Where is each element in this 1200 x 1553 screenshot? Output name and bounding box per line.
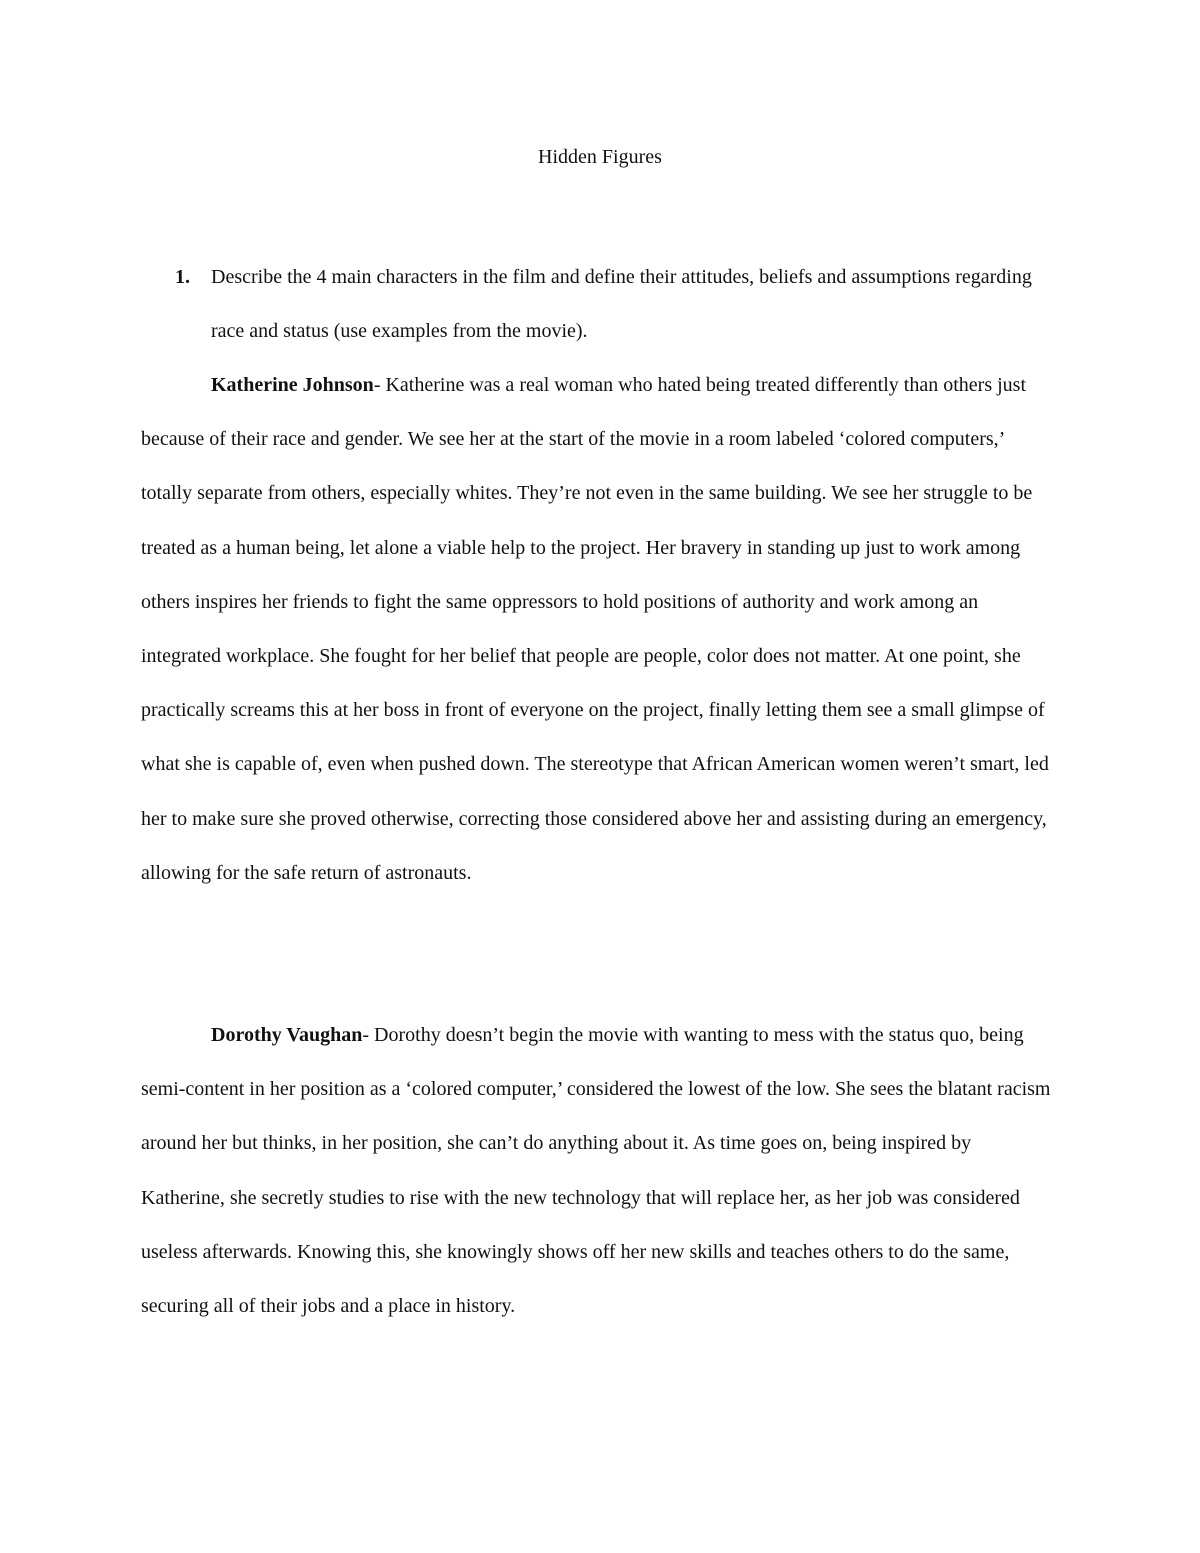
- paragraph: [141, 1008, 1053, 1333]
- question-text: Describe the 4 main characters in the film and define their attitudes, beliefs and assumptions regarding race and status (use examples from the movie).: [211, 266, 1032, 342]
- question-item: [141, 250, 1051, 358]
- page-title: Hidden Figures: [538, 146, 662, 168]
- character-name: Dorothy Vaughan: [211, 1024, 363, 1046]
- name-separator: -: [373, 374, 386, 396]
- question-number: 1.: [175, 266, 190, 288]
- name-separator: -: [362, 1024, 375, 1046]
- paragraph-text: Katherine was a real woman who hated being treated differently than others just because of their race and gender. We see her at the start of the movie in a room labeled ‘colored computers,’ totally separate from others, especially whites. They’re not even in the same building. We see her struggle to be treated as a human being, let alone a viable help to the project. Her bravery in standing up just to work among others inspires her friends to fight the same oppressors to hold positions of authority and work among an integrated workplace. She fought for her belief that people are people, color does not matter. At one point, she practically screams this at her boss in front of everyone on the project, finally letting them see a small glimpse of what she is capable of, even when pushed down. The stereotype that African American women weren’t smart, led her to make sure she proved otherwise, correcting those considered above her and assisting during an emergency, allowing for the safe return of astronauts.: [141, 374, 1049, 884]
- character-name: Katherine Johnson: [211, 374, 374, 396]
- paragraph: [141, 358, 1053, 900]
- paragraph-text: Dorothy doesn’t begin the movie with wanting to mess with the status quo, being semi-content in her position as a ‘colored computer,’ considered the lowest of the low. She sees the blatant racism around her but thinks, in her position, she can’t do anything about it. As time goes on, being inspired by Katherine, she secretly studies to rise with the new technology that will replace her, as her job was considered useless afterwards. Knowing this, she knowingly shows off her new skills and teaches others to do the same, securing all of their jobs and a place in history.: [141, 1024, 1051, 1318]
- character-paragraph-dorothy: [141, 1008, 1053, 1333]
- character-paragraph-katherine: [141, 358, 1053, 900]
